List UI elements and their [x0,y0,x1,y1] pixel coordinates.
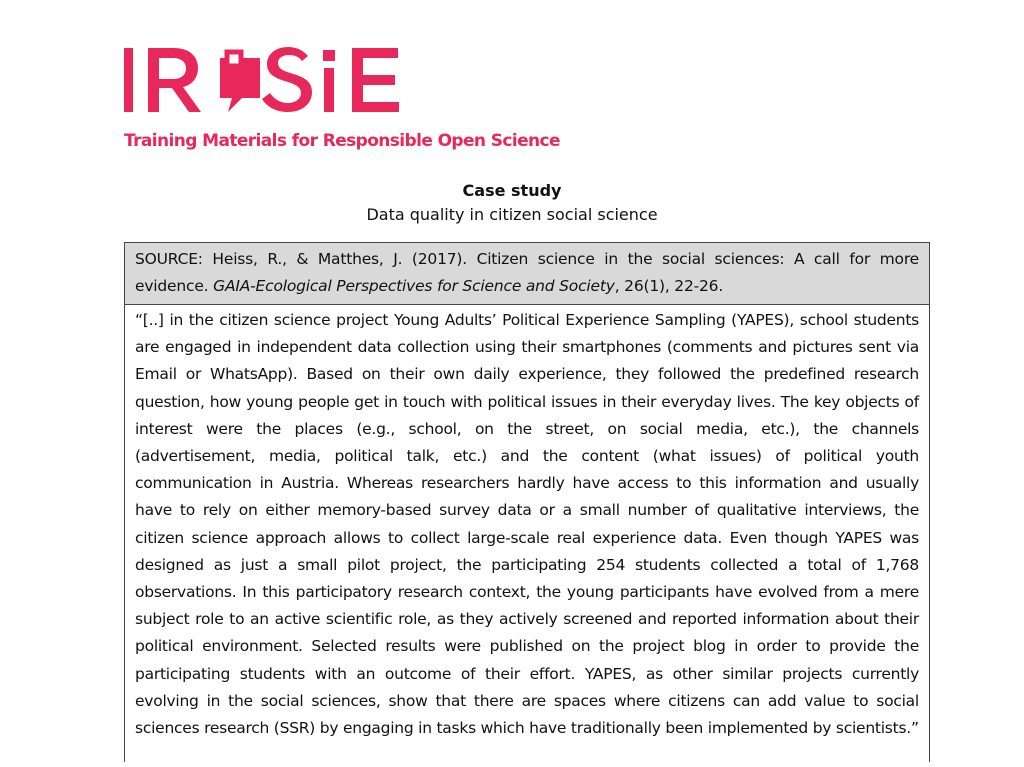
source-journal: GAIA-Ecological Perspectives for Science and Society [213,277,615,295]
case-study-box [124,242,930,762]
source-citation [125,243,929,305]
source-prefix: SOURCE: Heiss, R., & Matthes, J. (2017). Citizen science in the social sciences: A call for more evidence. [135,250,919,295]
rosie-logo-mark [124,42,414,116]
case-study-quote: “[..] in the citizen science project Young Adults’ Political Experience Sampling (YAPES), school students are engaged in independent data collection using their smartphones (comments and pictures sent via Email or WhatsApp). Based on their own daily experience, they followed the predefined research question, how young people get in touch with political issues in their everyday lives. The key objects of interest were the places (e.g., school, on the street, on social media, etc.), the channels (advertisement, media, political talk, etc.) and the content (what issues) of political youth communication in Austria. Whereas researchers hardly have access to this information and usually have to rely on either memory-based survey data or a small number of qualitative interviews, the citizen science approach allows to collect large-scale real experience data. Even though YAPES was designed as just a small pilot project, the participating 254 students collected a total of 1,768 observations. In this participatory research context, the young participants have evolved from a mere subject role to an active scientific role, as they actively screened and reported information about their political environment. Selected results were published on the project blog in order to provide the participating students with an outcome of their effort. YAPES, as other similar projects currently evolving in the social sciences, show that there are spaces where citizens can add value to social sciences research (SSR) by engaging in tasks which have traditionally been implemented by scientists.” [135,311,919,738]
document-subtitle: Data quality in citizen social science [366,205,658,224]
source-suffix: , 26(1), 22-26. [614,277,724,295]
document-title: Case study [462,181,562,200]
tagline: Training Materials for Responsible Open Science [124,131,560,151]
rosie-logo [124,42,414,116]
